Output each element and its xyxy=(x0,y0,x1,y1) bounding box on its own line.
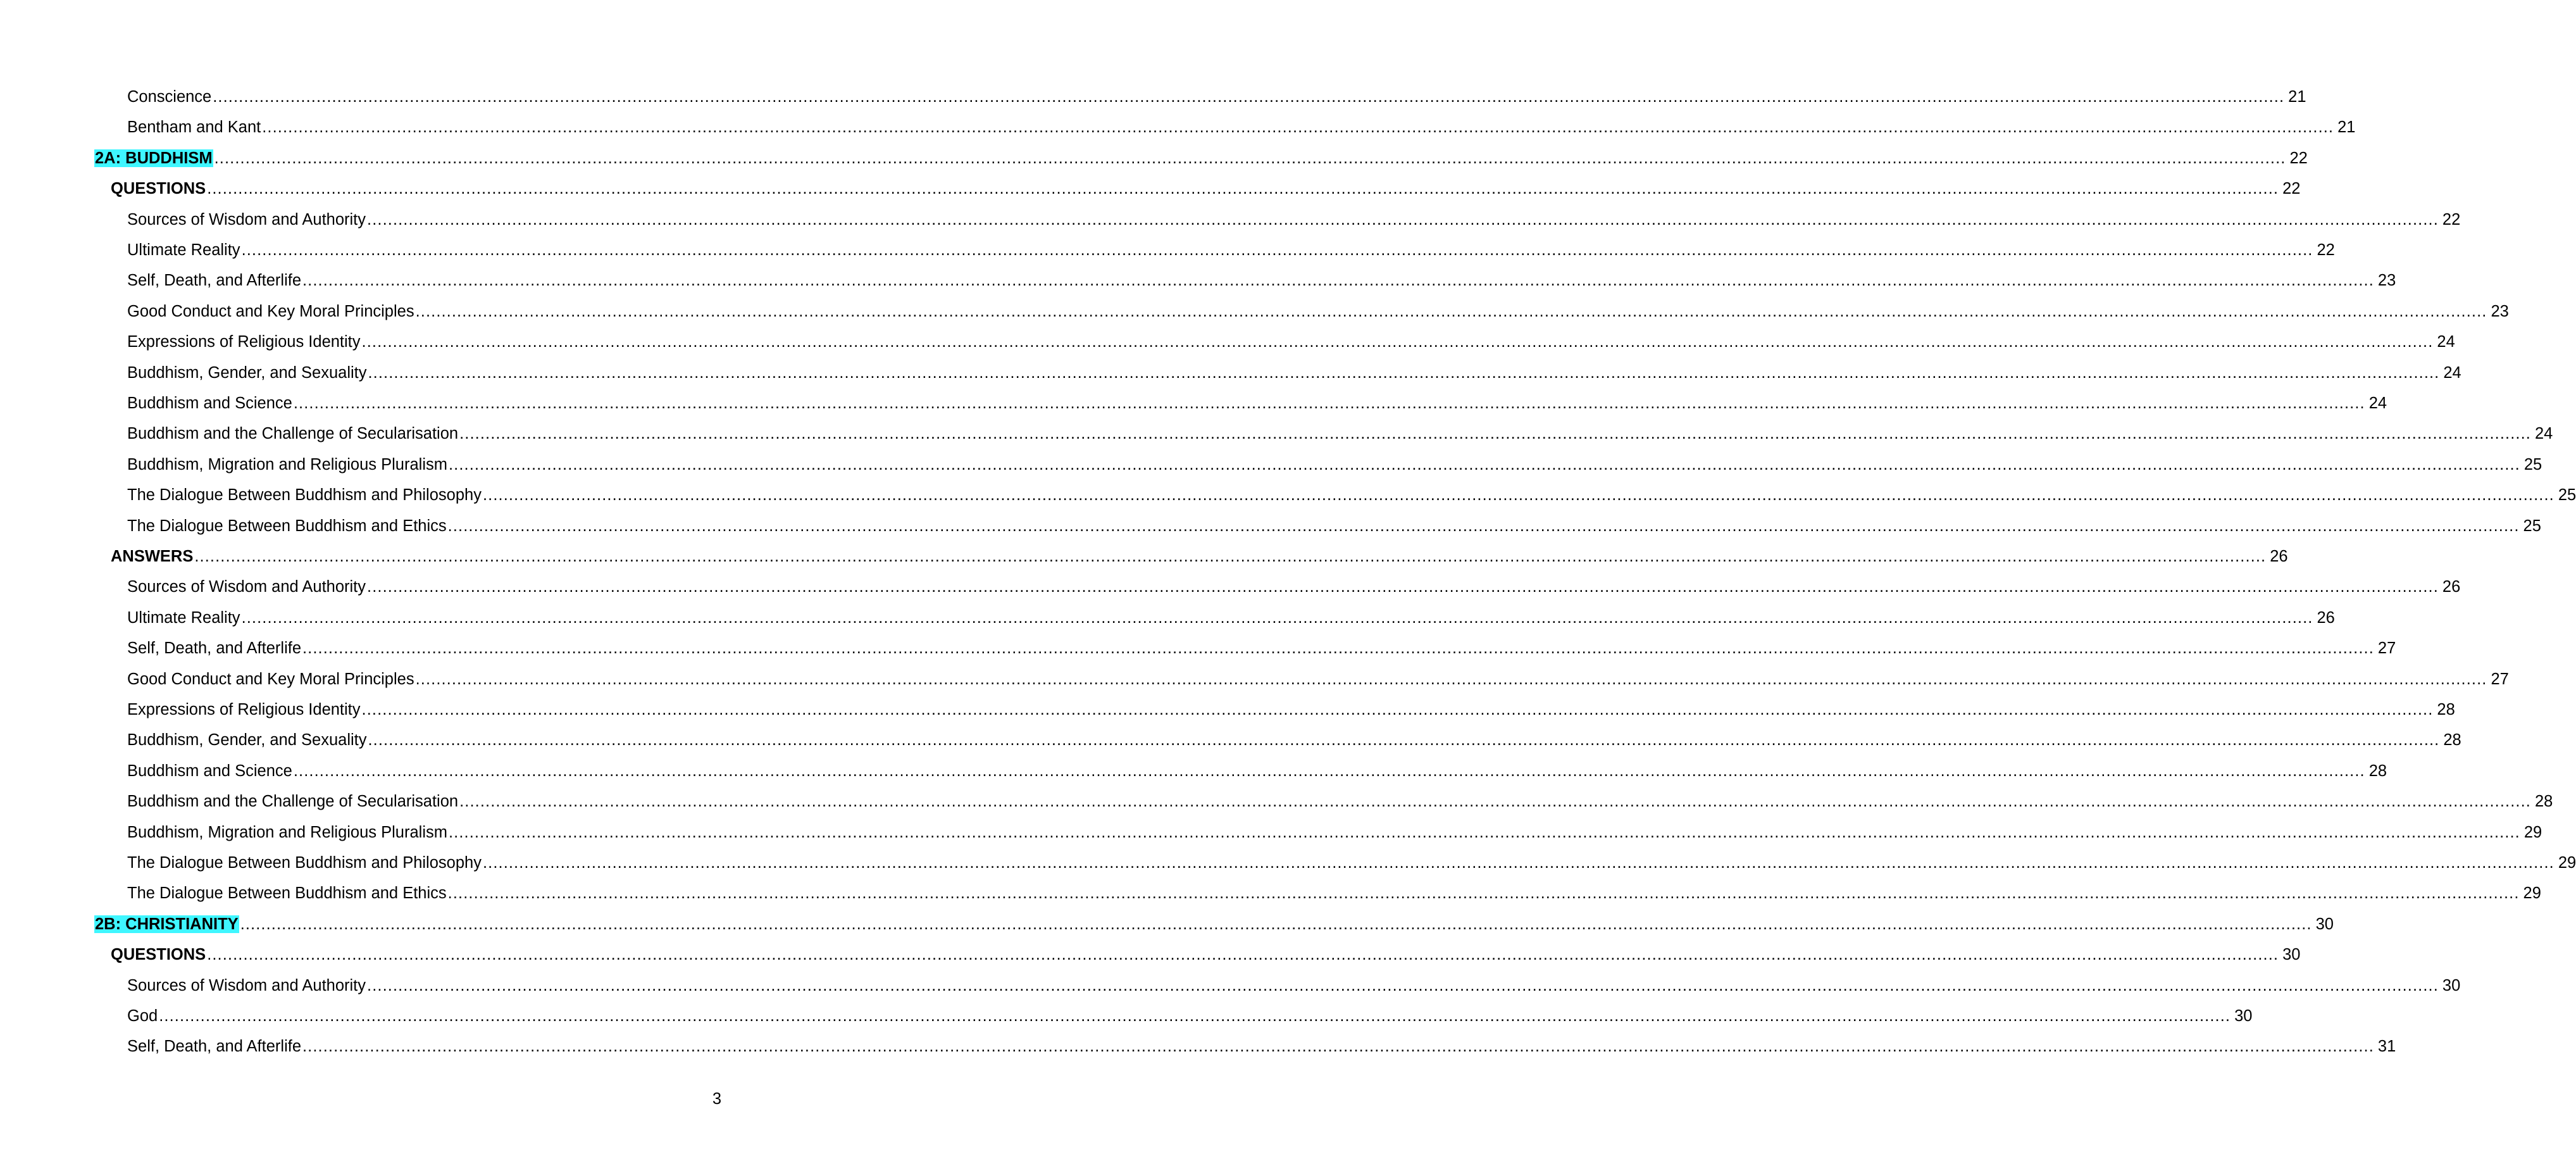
toc-entry[interactable] xyxy=(94,143,2308,168)
toc-entry-label: QUESTIONS xyxy=(111,946,206,964)
toc-entry-label: Self, Death, and Afterlife xyxy=(127,1038,301,1056)
toc-entry-page-number: 24 xyxy=(2534,425,2553,443)
dot-leader: ................................................................................................................................................................................................................................................................................................................................................................................................................ xyxy=(482,854,2554,872)
toc-entry-title xyxy=(127,699,362,720)
toc-entry[interactable] xyxy=(127,449,2542,475)
section-heading-highlighted: 2A: BUDDHISM xyxy=(95,149,213,167)
toc-entry-title xyxy=(127,363,368,383)
toc-entry-label: Buddhism, Migration and Religious Pluralism xyxy=(127,455,447,474)
toc-entry-label: Buddhism, Gender, and Sexuality xyxy=(127,363,367,382)
toc-entry-title xyxy=(127,455,449,475)
toc-entry-page-number: 24 xyxy=(2368,394,2387,412)
toc-entry[interactable] xyxy=(111,939,2301,965)
section-heading-highlighted: 2B: CHRISTIANITY xyxy=(95,915,239,933)
toc-entry-page-number: 28 xyxy=(2368,762,2387,780)
toc-entry[interactable] xyxy=(127,265,2396,291)
toc-entry-label: Buddhism, Gender, and Sexuality xyxy=(127,731,367,749)
toc-entry-page-number: 25 xyxy=(2558,486,2576,505)
toc-entry-label: God xyxy=(127,1007,158,1025)
toc-entry-title xyxy=(94,914,240,934)
toc-entry-page-number: 30 xyxy=(2315,915,2334,933)
toc-entry-page-number: 21 xyxy=(2337,118,2356,137)
toc-entry-page-number: 24 xyxy=(2443,363,2461,382)
dot-leader: ................................................................................................................................................................................................................................................................................................................................................................................................................ xyxy=(262,118,2334,137)
toc-entry-title xyxy=(127,975,367,996)
toc-entry[interactable] xyxy=(127,970,2461,996)
toc-entry[interactable] xyxy=(94,909,2334,934)
toc-entry-page-number: 22 xyxy=(2289,149,2308,167)
dot-leader: ................................................................................................................................................................................................................................................................................................................................................................................................................ xyxy=(459,425,2531,443)
dot-leader: ................................................................................................................................................................................................................................................................................................................................................................................................................ xyxy=(361,701,2434,718)
toc-entry[interactable] xyxy=(127,725,2461,750)
dot-leader: ................................................................................................................................................................................................................................................................................................................................................................................................................ xyxy=(302,1038,2374,1056)
dot-leader: ................................................................................................................................................................................................................................................................................................................................................................................................................ xyxy=(293,394,2365,412)
toc-entry-page-number: 29 xyxy=(2523,884,2541,903)
toc-entry[interactable] xyxy=(127,848,2576,873)
toc-entry[interactable] xyxy=(127,388,2387,413)
toc-entry-label: Sources of Wisdom and Authority xyxy=(127,210,366,229)
dot-leader: ................................................................................................................................................................................................................................................................................................................................................................................................................ xyxy=(159,1007,2231,1025)
toc-entry-label: Bentham and Kant xyxy=(127,118,261,137)
dot-leader: ................................................................................................................................................................................................................................................................................................................................................................................................................ xyxy=(415,302,2487,320)
toc-entry[interactable] xyxy=(127,664,2509,689)
toc-entry[interactable] xyxy=(127,1031,2396,1057)
toc-entry[interactable] xyxy=(127,112,2356,137)
toc-entry-page-number: 31 xyxy=(2377,1038,2396,1056)
toc-entry-title xyxy=(127,423,459,444)
toc-entry-title xyxy=(127,822,449,843)
dot-leader: ................................................................................................................................................................................................................................................................................................................................................................................................................ xyxy=(302,272,2374,290)
toc-entry-page-number: 26 xyxy=(2270,548,2288,565)
toc-entry[interactable] xyxy=(127,296,2509,322)
toc-entry-label: Ultimate Reality xyxy=(127,241,240,259)
toc-entry-page-number: 28 xyxy=(2437,701,2455,718)
toc-entry-title xyxy=(111,546,194,567)
toc-entry-label: Buddhism and Science xyxy=(127,762,292,780)
toc-entry[interactable] xyxy=(127,327,2455,352)
toc-entry-label: Sources of Wisdom and Authority xyxy=(127,578,366,596)
toc-entry-title xyxy=(127,393,294,413)
dot-leader: ................................................................................................................................................................................................................................................................................................................................................................................................................ xyxy=(361,333,2434,351)
toc-entry-label: QUESTIONS xyxy=(111,180,206,198)
toc-entry-page-number: 26 xyxy=(2442,578,2461,596)
toc-entry[interactable] xyxy=(127,603,2335,628)
dot-leader: ................................................................................................................................................................................................................................................................................................................................................................................................................ xyxy=(448,455,2520,474)
dot-leader: ................................................................................................................................................................................................................................................................................................................................................................................................................ xyxy=(293,762,2365,780)
toc-entry[interactable] xyxy=(127,572,2461,597)
dot-leader: ................................................................................................................................................................................................................................................................................................................................................................................................................ xyxy=(367,976,2439,994)
dot-leader: ................................................................................................................................................................................................................................................................................................................................................................................................................ xyxy=(368,731,2440,749)
toc-entry-title xyxy=(127,638,302,658)
toc-entry-page-number: 24 xyxy=(2437,333,2455,351)
toc-entry-title xyxy=(127,1006,159,1026)
toc-entry-label: Self, Death, and Afterlife xyxy=(127,639,301,658)
dot-leader: ................................................................................................................................................................................................................................................................................................................................................................................................................ xyxy=(447,517,2520,535)
toc-entry-label: The Dialogue Between Buddhism and Ethics xyxy=(127,517,447,535)
toc-entry-page-number: 23 xyxy=(2491,302,2509,320)
toc-entry-page-number: 25 xyxy=(2523,455,2542,474)
toc-entry-title xyxy=(94,148,215,168)
toc-entry[interactable] xyxy=(111,173,2301,199)
toc-entry-page-number: 28 xyxy=(2443,731,2461,749)
toc-entry-title xyxy=(127,669,416,689)
dot-leader: ................................................................................................................................................................................................................................................................................................................................................................................................................ xyxy=(241,608,2313,627)
toc-entry-label: Buddhism, Migration and Religious Pluralism xyxy=(127,823,447,841)
toc-entry-title xyxy=(127,608,242,628)
toc-entry-title xyxy=(127,210,367,230)
toc-entry-label: ANSWERS xyxy=(111,548,194,565)
toc-entry-title xyxy=(127,516,448,536)
toc-entry-label: Expressions of Religious Identity xyxy=(127,333,361,351)
toc-entry-title xyxy=(127,577,367,597)
toc-entry-page-number: 27 xyxy=(2491,670,2509,688)
toc-entry[interactable] xyxy=(127,511,2541,536)
toc-entry-title xyxy=(127,117,262,137)
dot-leader: ................................................................................................................................................................................................................................................................................................................................................................................................................ xyxy=(213,88,2285,106)
dot-leader: ................................................................................................................................................................................................................................................................................................................................................................................................................ xyxy=(214,149,2286,167)
toc-entry-page-number: 30 xyxy=(2442,976,2461,994)
toc-entry-label: Buddhism and the Challenge of Secularisation xyxy=(127,425,459,443)
toc-entry-label: Sources of Wisdom and Authority xyxy=(127,976,366,994)
page-number: 3 xyxy=(712,1090,721,1108)
toc-entry-label: The Dialogue Between Buddhism and Ethics xyxy=(127,884,447,903)
toc-entry-page-number: 22 xyxy=(2317,241,2335,259)
toc-entry-page-number: 22 xyxy=(2282,180,2301,198)
toc-entry-label: Good Conduct and Key Moral Principles xyxy=(127,670,414,688)
dot-leader: ................................................................................................................................................................................................................................................................................................................................................................................................................ xyxy=(194,548,2267,565)
toc-entry-title xyxy=(127,87,213,107)
toc-entry-page-number: 30 xyxy=(2234,1007,2253,1025)
dot-leader: ................................................................................................................................................................................................................................................................................................................................................................................................................ xyxy=(448,823,2520,841)
dot-leader: ................................................................................................................................................................................................................................................................................................................................................................................................................ xyxy=(482,486,2554,505)
dot-leader: ................................................................................................................................................................................................................................................................................................................................................................................................................ xyxy=(415,670,2487,688)
toc-entry-page-number: 29 xyxy=(2558,854,2576,872)
toc-entry-title xyxy=(127,761,294,781)
toc-entry-label: Buddhism and the Challenge of Secularisation xyxy=(127,793,459,811)
toc-entry-page-number: 28 xyxy=(2534,793,2553,811)
toc-entry-label: Buddhism and Science xyxy=(127,394,292,412)
toc-entry-label: Ultimate Reality xyxy=(127,608,240,627)
toc-entry-title xyxy=(127,791,459,812)
toc-entry-page-number: 25 xyxy=(2523,517,2541,535)
toc-entry-page-number: 30 xyxy=(2282,946,2301,964)
toc-entry-page-number: 21 xyxy=(2288,88,2306,106)
toc-entry-title xyxy=(127,332,362,352)
dot-leader: ................................................................................................................................................................................................................................................................................................................................................................................................................ xyxy=(459,793,2531,811)
toc-entry-label: The Dialogue Between Buddhism and Philosophy xyxy=(127,854,482,872)
toc-entry-title xyxy=(127,730,368,750)
dot-leader: ................................................................................................................................................................................................................................................................................................................................................................................................................ xyxy=(368,363,2440,382)
toc-entry[interactable] xyxy=(127,756,2387,781)
dot-leader: ................................................................................................................................................................................................................................................................................................................................................................................................................ xyxy=(240,915,2312,933)
toc-entry-label: Good Conduct and Key Moral Principles xyxy=(127,302,414,320)
toc-entry-title xyxy=(127,301,416,322)
toc-entry[interactable] xyxy=(127,418,2553,444)
toc-entry-label: Self, Death, and Afterlife xyxy=(127,272,301,290)
toc-entry[interactable] xyxy=(127,204,2461,230)
toc-entry-label: Conscience xyxy=(127,88,212,106)
toc-entry[interactable] xyxy=(111,541,2288,567)
toc-entry[interactable] xyxy=(127,817,2542,843)
toc-entry[interactable] xyxy=(127,480,2576,505)
dot-leader: ................................................................................................................................................................................................................................................................................................................................................................................................................ xyxy=(302,639,2374,658)
toc-entry-title xyxy=(127,853,483,873)
toc-entry-title xyxy=(127,1036,302,1057)
toc-entry[interactable] xyxy=(127,82,2306,107)
toc-entry[interactable] xyxy=(127,235,2335,260)
toc-entry[interactable] xyxy=(127,878,2541,903)
toc-entry-title xyxy=(127,883,448,903)
dot-leader: ................................................................................................................................................................................................................................................................................................................................................................................................................ xyxy=(241,241,2313,259)
toc-entry-title xyxy=(111,944,207,965)
dot-leader: ................................................................................................................................................................................................................................................................................................................................................................................................................ xyxy=(367,578,2439,596)
toc-entry[interactable] xyxy=(127,694,2455,720)
toc-entry[interactable] xyxy=(127,633,2396,658)
dot-leader: ................................................................................................................................................................................................................................................................................................................................................................................................................ xyxy=(367,210,2439,229)
toc-entry-label: Expressions of Religious Identity xyxy=(127,701,361,718)
toc-entry[interactable] xyxy=(127,786,2553,812)
dot-leader: ................................................................................................................................................................................................................................................................................................................................................................................................................ xyxy=(207,946,2279,964)
dot-leader: ................................................................................................................................................................................................................................................................................................................................................................................................................ xyxy=(207,180,2279,198)
toc-entry[interactable] xyxy=(127,1001,2253,1026)
toc-entry-title xyxy=(127,270,302,291)
toc-entry-page-number: 23 xyxy=(2377,272,2396,290)
toc-entry-label: The Dialogue Between Buddhism and Philosophy xyxy=(127,486,482,505)
toc-entry-page-number: 26 xyxy=(2317,608,2335,627)
toc-entry-title xyxy=(127,240,242,260)
toc-entry-page-number: 22 xyxy=(2442,210,2461,229)
dot-leader: ................................................................................................................................................................................................................................................................................................................................................................................................................ xyxy=(447,884,2520,903)
toc-entry-title xyxy=(127,485,483,505)
toc-entry-title xyxy=(111,179,207,199)
toc-entry-page-number: 27 xyxy=(2377,639,2396,658)
toc-entry[interactable] xyxy=(127,358,2461,383)
toc-entry-page-number: 29 xyxy=(2523,823,2542,841)
